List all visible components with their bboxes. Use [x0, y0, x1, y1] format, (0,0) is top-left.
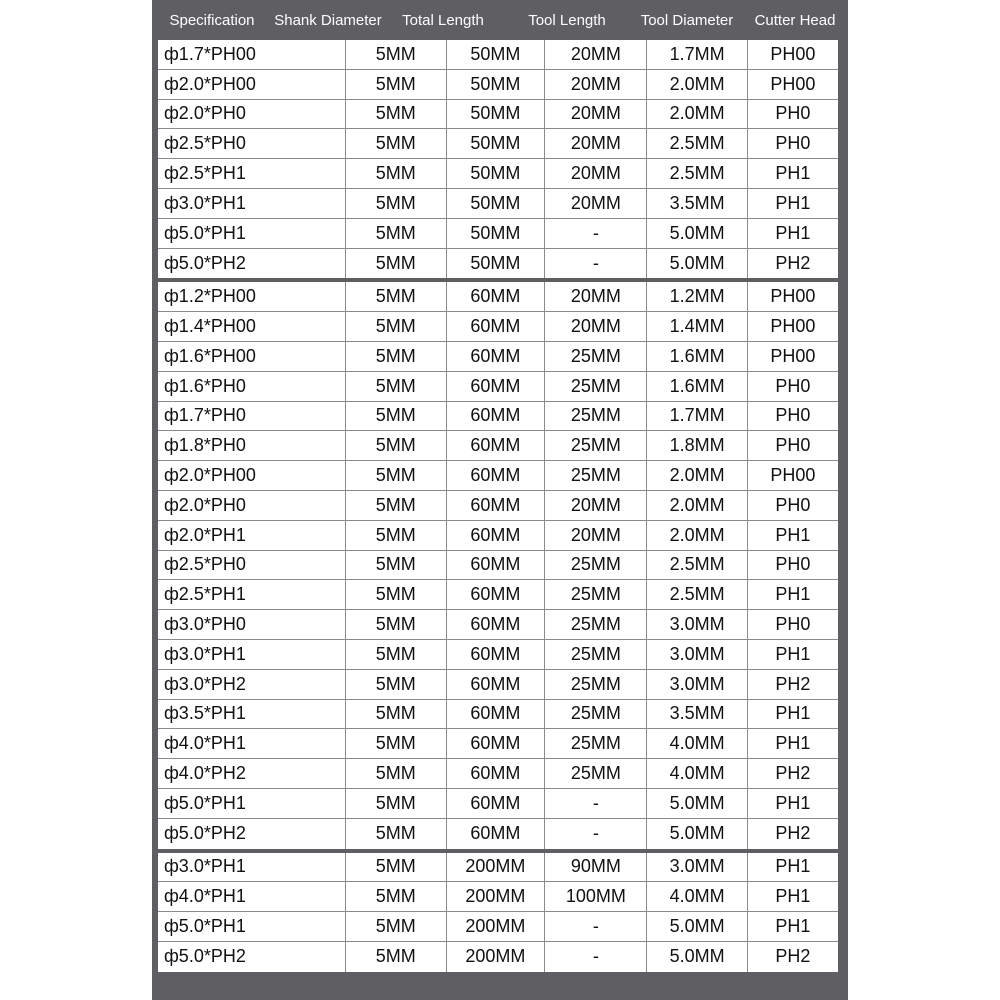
table-row — [158, 249, 838, 279]
cell-total-length: 50MM — [447, 40, 546, 69]
cell-shank-diameter: 5MM — [346, 670, 446, 699]
cell-total-length: 200MM — [447, 853, 546, 882]
cell-tool-length: 20MM — [545, 159, 647, 188]
cell-shank-diameter: 5MM — [346, 882, 446, 911]
cell-shank-diameter: 5MM — [346, 342, 446, 371]
cell-tool-diameter: 1.7MM — [647, 40, 747, 69]
cell-tool-length: - — [545, 942, 647, 972]
cell-shank-diameter: 5MM — [346, 912, 446, 941]
header-shank-diameter: Shank Diameter — [274, 11, 382, 29]
cell-specification: ф5.0*PH1 — [158, 912, 346, 941]
table-row — [158, 282, 838, 312]
cell-specification: ф5.0*PH2 — [158, 942, 346, 972]
cell-shank-diameter: 5MM — [346, 853, 446, 882]
cell-tool-diameter: 5.0MM — [647, 912, 747, 941]
cell-specification: ф1.7*PH00 — [158, 40, 346, 69]
cell-shank-diameter: 5MM — [346, 402, 446, 431]
cell-tool-length: 25MM — [545, 759, 647, 788]
cell-specification: ф1.7*PH0 — [158, 402, 346, 431]
cell-tool-length: 100MM — [545, 882, 647, 911]
cell-tool-diameter: 4.0MM — [647, 759, 747, 788]
cell-specification: ф2.5*PH1 — [158, 580, 346, 609]
cell-total-length: 60MM — [447, 789, 546, 818]
cell-shank-diameter: 5MM — [346, 189, 446, 218]
cell-cutter-head: PH00 — [770, 73, 816, 94]
cell-shank-diameter: 5MM — [346, 610, 446, 639]
cell-tool-diameter: 2.0MM — [647, 100, 747, 129]
table-row — [158, 759, 838, 789]
cell-specification: ф1.6*PH00 — [158, 342, 346, 371]
cell-cutter-head: PH00 — [770, 345, 816, 366]
cell-total-length: 60MM — [447, 640, 546, 669]
cell-specification: ф2.0*PH00 — [158, 461, 346, 490]
cell-specification: ф4.0*PH1 — [158, 882, 346, 911]
cell-total-length: 50MM — [447, 189, 546, 218]
cell-tool-diameter: 4.0MM — [647, 882, 747, 911]
cell-specification: ф4.0*PH1 — [158, 729, 346, 758]
cell-specification: ф2.0*PH1 — [158, 521, 346, 550]
table-row — [158, 729, 838, 759]
cell-tool-diameter: 5.0MM — [647, 249, 747, 279]
cell-tool-diameter: 2.0MM — [647, 70, 747, 99]
cell-total-length: 200MM — [447, 942, 546, 972]
table-row — [158, 402, 838, 432]
cell-cutter-head: PH2 — [775, 946, 811, 967]
cell-total-length: 50MM — [447, 219, 546, 248]
cell-tool-diameter: 2.0MM — [647, 521, 747, 550]
cell-tool-length: 25MM — [545, 640, 647, 669]
cell-tool-length: - — [545, 219, 647, 248]
cell-cutter-head: PH1 — [775, 792, 811, 813]
cell-shank-diameter: 5MM — [346, 431, 446, 460]
cell-tool-length: 20MM — [545, 521, 647, 550]
cell-specification: ф2.5*PH1 — [158, 159, 346, 188]
cell-specification: ф3.0*PH1 — [158, 853, 346, 882]
cell-shank-diameter: 5MM — [346, 249, 446, 279]
cell-tool-length: 25MM — [545, 610, 647, 639]
cell-tool-diameter: 3.0MM — [647, 610, 747, 639]
cell-shank-diameter: 5MM — [346, 789, 446, 818]
cell-total-length: 60MM — [447, 431, 546, 460]
table-row — [158, 670, 838, 700]
table-row — [158, 100, 838, 130]
table-row — [158, 129, 838, 159]
table-row — [158, 461, 838, 491]
table-row — [158, 40, 838, 70]
table-row — [158, 853, 838, 883]
cell-shank-diameter: 5MM — [346, 70, 446, 99]
cell-tool-diameter: 2.5MM — [647, 551, 747, 580]
cell-cutter-head: PH0 — [775, 435, 811, 456]
cell-specification: ф1.8*PH0 — [158, 431, 346, 460]
table-row — [158, 700, 838, 730]
cell-total-length: 50MM — [447, 129, 546, 158]
table-row — [158, 431, 838, 461]
table-row — [158, 159, 838, 189]
table-row — [158, 882, 838, 912]
cell-specification: ф1.2*PH00 — [158, 282, 346, 311]
cell-tool-diameter: 5.0MM — [647, 819, 747, 849]
cell-tool-diameter: 5.0MM — [647, 942, 747, 972]
cell-specification: ф3.0*PH2 — [158, 670, 346, 699]
cell-cutter-head: PH0 — [775, 494, 811, 515]
table-row — [158, 189, 838, 219]
cell-tool-diameter: 2.0MM — [647, 461, 747, 490]
cell-tool-diameter: 2.5MM — [647, 159, 747, 188]
cell-tool-length: 20MM — [545, 189, 647, 218]
cell-specification: ф4.0*PH2 — [158, 759, 346, 788]
header-tool-diameter: Tool Diameter — [640, 11, 734, 29]
cell-shank-diameter: 5MM — [346, 640, 446, 669]
table-row — [158, 312, 838, 342]
cell-tool-length: 25MM — [545, 700, 647, 729]
table-row — [158, 610, 838, 640]
cell-cutter-head: PH1 — [775, 643, 811, 664]
cell-total-length: 200MM — [447, 912, 546, 941]
cell-tool-length: 25MM — [545, 342, 647, 371]
cell-specification: ф2.0*PH0 — [158, 491, 346, 520]
cell-specification: ф3.5*PH1 — [158, 700, 346, 729]
cell-specification: ф2.5*PH0 — [158, 551, 346, 580]
cell-tool-diameter: 1.4MM — [647, 312, 747, 341]
cell-shank-diameter: 5MM — [346, 40, 446, 69]
table-row — [158, 342, 838, 372]
cell-tool-length: 20MM — [545, 312, 647, 341]
cell-tool-diameter: 1.8MM — [647, 431, 747, 460]
cell-shank-diameter: 5MM — [346, 491, 446, 520]
cell-tool-diameter: 2.5MM — [647, 580, 747, 609]
cell-tool-diameter: 3.0MM — [647, 670, 747, 699]
header-cutter-head: Cutter Head — [754, 11, 836, 29]
cell-shank-diameter: 5MM — [346, 551, 446, 580]
cell-tool-diameter: 3.5MM — [647, 189, 747, 218]
cell-tool-diameter: 3.0MM — [647, 853, 747, 882]
cell-tool-diameter: 5.0MM — [647, 789, 747, 818]
cell-cutter-head: PH2 — [775, 252, 811, 273]
cell-tool-diameter: 1.2MM — [647, 282, 747, 311]
table-row — [158, 580, 838, 610]
cell-total-length: 60MM — [447, 610, 546, 639]
cell-cutter-head: PH1 — [775, 703, 811, 724]
cell-total-length: 60MM — [447, 402, 546, 431]
cell-cutter-head: PH1 — [775, 163, 811, 184]
cell-cutter-head: PH2 — [775, 823, 811, 844]
cell-shank-diameter: 5MM — [346, 129, 446, 158]
cell-shank-diameter: 5MM — [346, 159, 446, 188]
cell-cutter-head: PH00 — [770, 465, 816, 486]
cell-shank-diameter: 5MM — [346, 282, 446, 311]
cell-shank-diameter: 5MM — [346, 312, 446, 341]
cell-tool-length: 20MM — [545, 282, 647, 311]
cell-shank-diameter: 5MM — [346, 700, 446, 729]
cell-tool-length: - — [545, 819, 647, 849]
cell-total-length: 60MM — [447, 700, 546, 729]
cell-tool-diameter: 3.5MM — [647, 700, 747, 729]
cell-total-length: 60MM — [447, 312, 546, 341]
cell-total-length: 60MM — [447, 819, 546, 849]
table-row — [158, 912, 838, 942]
header-specification: Specification — [169, 11, 255, 29]
cell-tool-length: - — [545, 249, 647, 279]
cell-tool-length: - — [545, 789, 647, 818]
cell-specification: ф5.0*PH2 — [158, 249, 346, 279]
cell-total-length: 60MM — [447, 282, 546, 311]
cell-shank-diameter: 5MM — [346, 100, 446, 129]
cell-shank-diameter: 5MM — [346, 219, 446, 248]
cell-total-length: 60MM — [447, 580, 546, 609]
cell-tool-diameter: 2.5MM — [647, 129, 747, 158]
cell-cutter-head: PH0 — [775, 614, 811, 635]
cell-tool-length: 20MM — [545, 491, 647, 520]
cell-total-length: 50MM — [447, 159, 546, 188]
cell-shank-diameter: 5MM — [346, 580, 446, 609]
cell-total-length: 60MM — [447, 342, 546, 371]
cell-shank-diameter: 5MM — [346, 521, 446, 550]
cell-tool-length: 25MM — [545, 729, 647, 758]
cell-total-length: 60MM — [447, 521, 546, 550]
cell-total-length: 60MM — [447, 759, 546, 788]
cell-tool-length: 25MM — [545, 402, 647, 431]
table-row — [158, 789, 838, 819]
cell-cutter-head: PH0 — [775, 554, 811, 575]
table-group-1 — [158, 40, 838, 278]
cell-cutter-head: PH0 — [775, 405, 811, 426]
table-row — [158, 640, 838, 670]
cell-tool-length: 25MM — [545, 372, 647, 401]
cell-cutter-head: PH00 — [770, 43, 816, 64]
cell-tool-length: 20MM — [545, 70, 647, 99]
table-row — [158, 70, 838, 100]
cell-tool-length: 20MM — [545, 100, 647, 129]
cell-cutter-head: PH1 — [775, 584, 811, 605]
cell-total-length: 50MM — [447, 249, 546, 279]
cell-cutter-head: PH00 — [770, 286, 816, 307]
header-total-length: Total Length — [402, 11, 484, 29]
cell-tool-length: 20MM — [545, 40, 647, 69]
cell-tool-length: 25MM — [545, 461, 647, 490]
cell-tool-length: 90MM — [545, 853, 647, 882]
cell-total-length: 60MM — [447, 670, 546, 699]
cell-shank-diameter: 5MM — [346, 819, 446, 849]
header-tool-length: Tool Length — [528, 11, 606, 29]
cell-cutter-head: PH1 — [775, 192, 811, 213]
cell-cutter-head: PH2 — [775, 673, 811, 694]
cell-total-length: 60MM — [447, 551, 546, 580]
cell-specification: ф3.0*PH1 — [158, 189, 346, 218]
table-row — [158, 372, 838, 402]
cell-tool-length: 25MM — [545, 670, 647, 699]
cell-tool-length: - — [545, 912, 647, 941]
cell-specification: ф2.0*PH00 — [158, 70, 346, 99]
cell-total-length: 60MM — [447, 729, 546, 758]
table-header — [152, 0, 848, 40]
cell-specification: ф1.6*PH0 — [158, 372, 346, 401]
cell-shank-diameter: 5MM — [346, 942, 446, 972]
cell-cutter-head: PH00 — [770, 316, 816, 337]
cell-cutter-head: PH2 — [775, 763, 811, 784]
cell-cutter-head: PH1 — [775, 856, 811, 877]
cell-tool-diameter: 3.0MM — [647, 640, 747, 669]
cell-specification: ф1.4*PH00 — [158, 312, 346, 341]
cell-specification: ф5.0*PH1 — [158, 219, 346, 248]
cell-cutter-head: PH0 — [775, 133, 811, 154]
cell-shank-diameter: 5MM — [346, 461, 446, 490]
cell-total-length: 200MM — [447, 882, 546, 911]
cell-total-length: 50MM — [447, 100, 546, 129]
cell-shank-diameter: 5MM — [346, 759, 446, 788]
cell-specification: ф5.0*PH1 — [158, 789, 346, 818]
cell-cutter-head: PH0 — [775, 103, 811, 124]
cell-total-length: 60MM — [447, 461, 546, 490]
cell-tool-diameter: 1.6MM — [647, 342, 747, 371]
cell-tool-diameter: 4.0MM — [647, 729, 747, 758]
table-row — [158, 521, 838, 551]
cell-specification: ф2.5*PH0 — [158, 129, 346, 158]
cell-specification: ф3.0*PH0 — [158, 610, 346, 639]
cell-tool-length: 25MM — [545, 580, 647, 609]
cell-cutter-head: PH1 — [775, 916, 811, 937]
table-row — [158, 942, 838, 972]
cell-tool-diameter: 5.0MM — [647, 219, 747, 248]
cell-specification: ф5.0*PH2 — [158, 819, 346, 849]
cell-tool-length: 20MM — [545, 129, 647, 158]
cell-cutter-head: PH1 — [775, 886, 811, 907]
cell-shank-diameter: 5MM — [346, 372, 446, 401]
cell-specification: ф2.0*PH0 — [158, 100, 346, 129]
table-row — [158, 819, 838, 849]
cell-tool-diameter: 1.7MM — [647, 402, 747, 431]
table-row — [158, 219, 838, 249]
cell-cutter-head: PH1 — [775, 222, 811, 243]
cell-cutter-head: PH1 — [775, 733, 811, 754]
cell-total-length: 60MM — [447, 491, 546, 520]
cell-tool-length: 25MM — [545, 431, 647, 460]
cell-tool-diameter: 1.6MM — [647, 372, 747, 401]
table-group-3 — [158, 853, 838, 972]
cell-tool-length: 25MM — [545, 551, 647, 580]
cell-specification: ф3.0*PH1 — [158, 640, 346, 669]
table-group-2 — [158, 282, 838, 848]
cell-cutter-head: PH0 — [775, 375, 811, 396]
table-row — [158, 551, 838, 581]
cell-total-length: 50MM — [447, 70, 546, 99]
table-row — [158, 491, 838, 521]
cell-shank-diameter: 5MM — [346, 729, 446, 758]
cell-tool-diameter: 2.0MM — [647, 491, 747, 520]
cell-total-length: 60MM — [447, 372, 546, 401]
cell-cutter-head: PH1 — [775, 524, 811, 545]
